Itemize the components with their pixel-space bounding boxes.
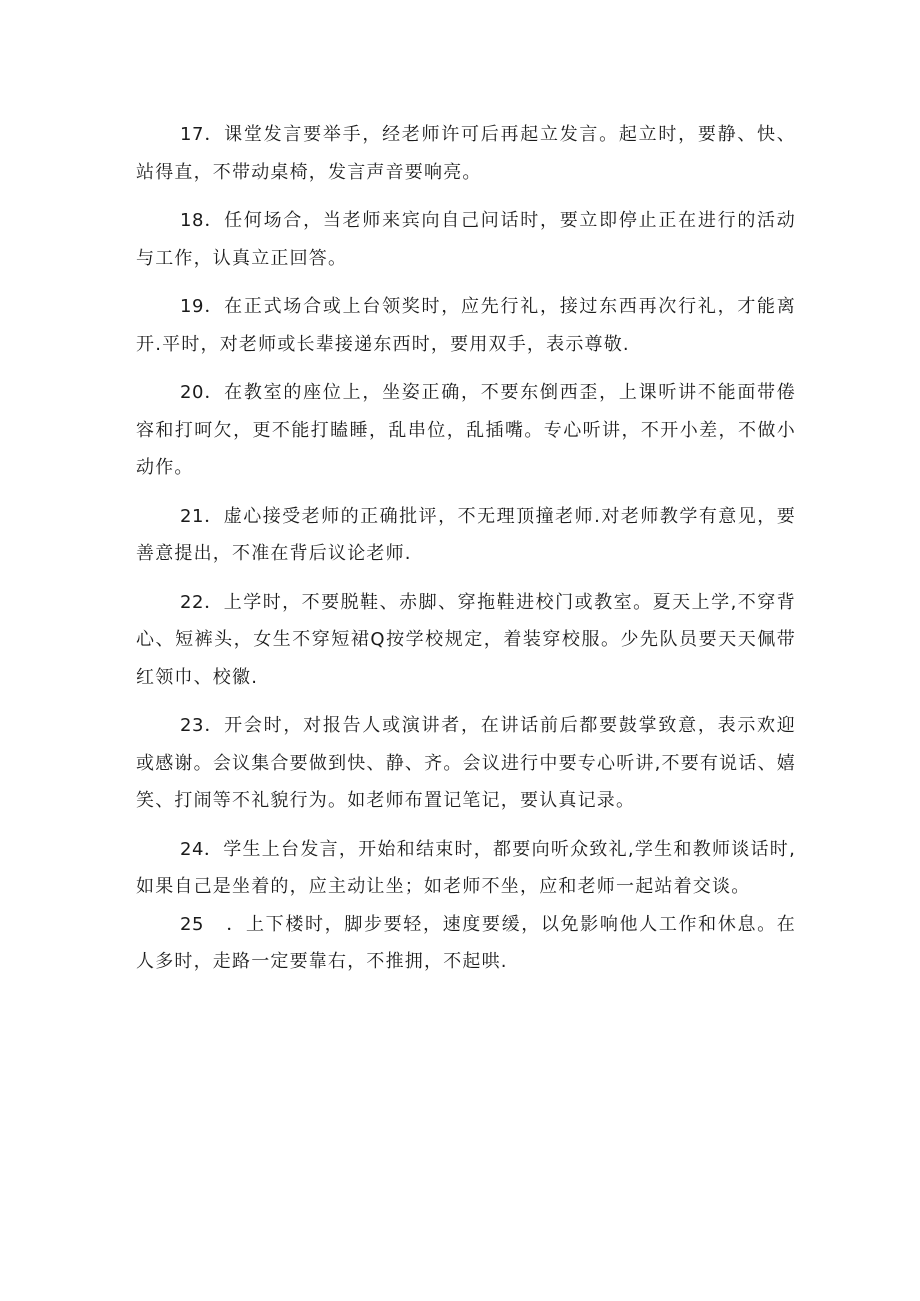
item-number: 22 [180, 591, 204, 613]
item-text: ．任何场合，当老师来宾向自己问话时，要立即停止正在进行的活动与工作，认真立正回答。 [136, 210, 796, 269]
item-text: ．在正式场合或上台领奖时，应先行礼，接过东西再次行礼，才能离开.平时，对老师或长辈接递东西时，要用双手，表示尊敬. [136, 296, 796, 355]
item-number: 18 [180, 210, 204, 231]
rule-item-21 [136, 498, 796, 573]
item-number: 21 [180, 505, 204, 527]
item-text: ．虚心接受老师的正确批评，不无理顶撞老师.对老师教学有意见，要善意提出，不准在背后议论老师. [136, 505, 796, 564]
rule-item-22 [136, 584, 796, 697]
item-text: ．开会时，对报告人或演讲者，在讲话前后都要鼓掌致意，表示欢迎或感谢。会议集合要做到快、静、齐。会议进行中要专心听讲,不要有说话、嬉笑、打闹等不礼貌行为。如老师布置记笔记，要认真记录。 [136, 715, 796, 811]
item-text: ．上下楼时，脚步要轻，速度要缓，以免影响他人工作和休息。在人多时，走路一定要靠右，不推拥，不起哄. [136, 913, 796, 972]
rule-item-19 [136, 288, 796, 363]
item-number: 23 [180, 715, 204, 736]
item-text: ．课堂发言要举手，经老师许可后再起立发言。起立时，要静、快、站得直，不带动桌椅，发言声音要响亮。 [136, 124, 796, 183]
rule-item-23 [136, 707, 796, 820]
document-body [136, 116, 796, 992]
item-number: 20 [180, 382, 204, 403]
item-number: 24 [180, 838, 204, 860]
rule-item-24 [136, 831, 796, 906]
item-number: 17 [180, 124, 204, 145]
rule-item-20 [136, 374, 796, 487]
item-number: 25 [180, 913, 204, 935]
item-number: 19 [180, 296, 204, 317]
rule-item-18 [136, 202, 796, 277]
item-text: ．在教室的座位上，坐姿正确，不要东倒西歪，上课听讲不能面带倦容和打呵欠，更不能打瞌睡，乱串位，乱插嘴。专心听讲，不开小差，不做小动作。 [136, 382, 796, 478]
item-text: ．学生上台发言，开始和结束时，都要向听众致礼,学生和教师谈话时,如果自己是坐着的，应主动让坐；如老师不坐，应和老师一起站着交谈。 [136, 838, 796, 897]
rule-item-17 [136, 116, 796, 191]
item-text: ．上学时，不要脱鞋、赤脚、穿拖鞋进校门或教室。夏天上学,不穿背心、短裤头，女生不穿短裙Q按学校规定，着装穿校服。少先队员要天天佩带红领巾、校徽. [136, 591, 796, 688]
rule-item-25 [136, 906, 796, 981]
